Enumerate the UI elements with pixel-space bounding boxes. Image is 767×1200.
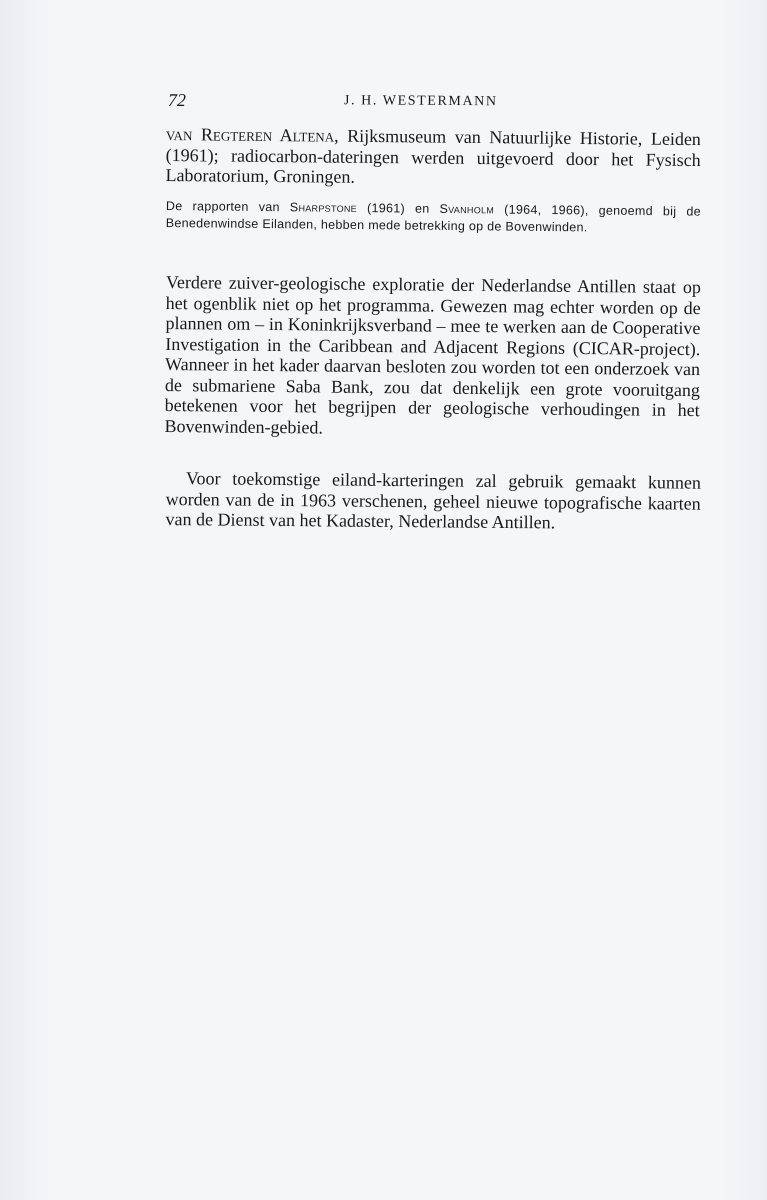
paragraph-exploration [164, 272, 701, 441]
author-name: van Regteren Altena [165, 124, 335, 146]
note-prefix: De rapporten van [165, 198, 290, 215]
page-number: 72 [167, 90, 186, 111]
page-header [168, 90, 528, 115]
paragraph-acknowledgement [165, 124, 701, 191]
paragraph-text: Verdere zuiver-geologische exploratie der Nederlandse Antillen staat op het ogenblik niet op het programma. Gewezen mag echter worden op de plannen om – in Koninkrijksverband – mee te werken aan de Cooperative Investigation in the Caribbean and Adjacent Regions (CICAR-project). Wanneer in het kader daarvan besloten zou worden tot een onderzoek van de submariene Saba Bank, zou dat denkelijk een grote vooruitgang betekenen voor het begrijpen der geologische verhoudingen in het Bovenwinden-gebied. [164, 272, 701, 438]
running-head: J. H. WESTERMANN [343, 93, 498, 110]
footnote-paragraph [166, 198, 701, 238]
paragraph-maps [165, 468, 701, 534]
paragraph-text: Voor toekomstige eiland-karteringen zal gebruik gemaakt kunnen worden van de in 1963 verschenen, geheel nieuwe topografische kaarten van de Dienst van het Kadaster, Nederlandse Antillen. [165, 468, 701, 533]
note-rest: (1964, 1966), genoemd bij de Benedenwindse Eilanden, hebben mede betrekking op de Bovenwinden. [165, 202, 701, 235]
note-middle: (1961) en [356, 201, 440, 216]
paragraph-text: , Rijksmuseum van Natuurlijke Historie, Leiden (1961); radiocarbon-dateringen werden uitgevoerd door het Fysisch Laboratorium, Groningen. [165, 125, 701, 187]
note-author-1: Sharpstone [289, 200, 358, 216]
note-author-2: Svanholm [439, 201, 495, 217]
